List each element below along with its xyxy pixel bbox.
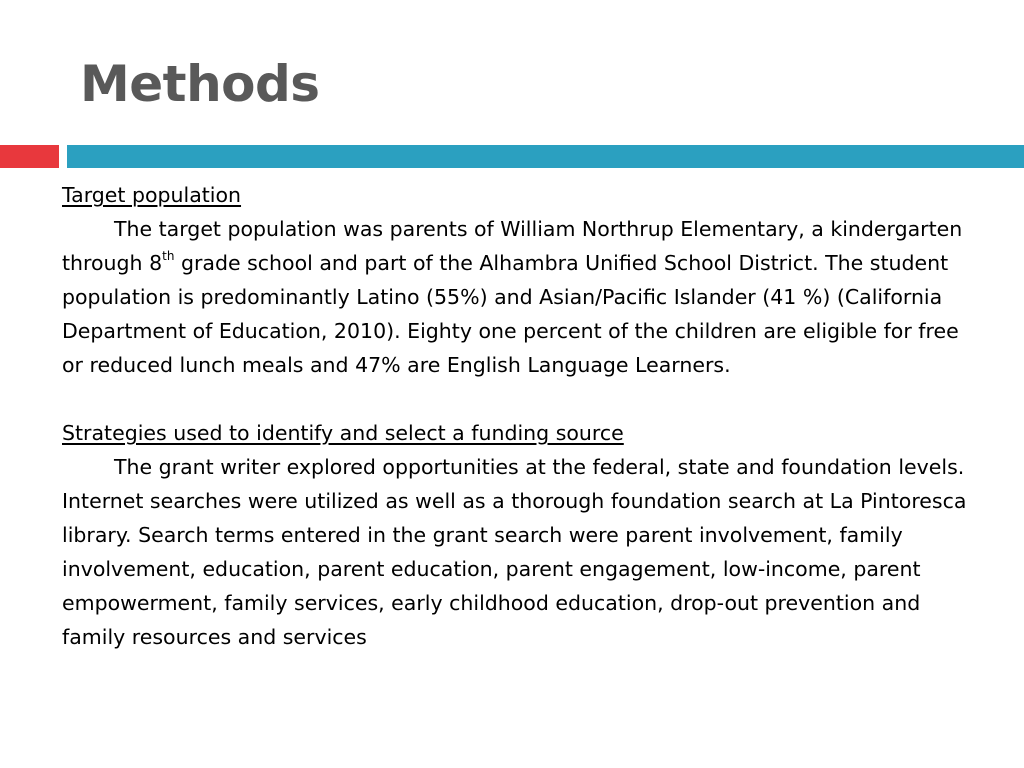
paragraph-gap	[62, 382, 982, 416]
section-heading-target-population: Target population	[62, 183, 242, 207]
paragraph-target-population-part1: The target population was parents of William Northrup Elementary, a kindergarten through 8	[62, 217, 963, 275]
section-heading-strategies: Strategies used to identify and select a funding source	[62, 421, 624, 445]
superscript-th: th	[162, 249, 175, 264]
section-strategies	[62, 416, 982, 654]
section-target-population	[62, 178, 982, 382]
accent-bar-blue	[67, 145, 1024, 168]
slide-body	[62, 178, 982, 654]
accent-bar-red	[0, 145, 59, 168]
paragraph-strategies: The grant writer explored opportunities at the federal, state and foundation levels. Internet searches were utilized as well as a thorough foundation search at La Pintoresca library. Search terms entered in the grant search were parent involvement, family involvement, education, parent education, parent engagement, low-income, parent empowerment, family services, early childhood education, drop-out prevention and family resources and services	[62, 455, 967, 649]
slide-title: Methods	[80, 55, 320, 113]
paragraph-target-population-part2: grade school and part of the Alhambra Unified School District. The student population is predominantly Latino (55%) and Asian/Pacific Islander (41 %) (California Department of Education, 2010). Eighty one percent of the children are eligible for free or reduced lunch meals and 47% are English Language Learners.	[62, 251, 959, 377]
